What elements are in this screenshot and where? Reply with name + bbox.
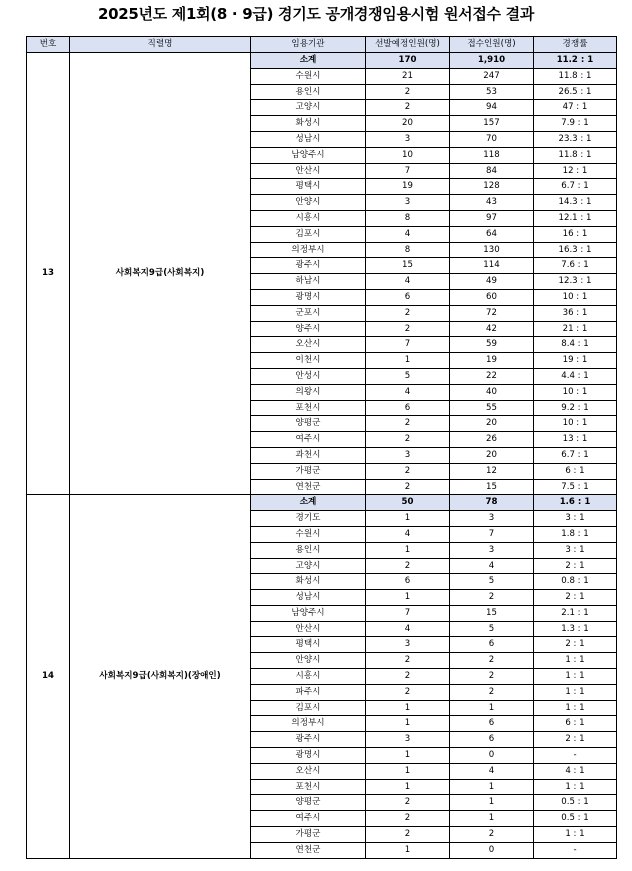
- agency-cell: 수원시: [251, 68, 366, 84]
- ratio-cell: 2 : 1: [534, 637, 617, 653]
- applicants-cell: 26: [450, 432, 534, 448]
- ratio-cell: 26.5 : 1: [534, 84, 617, 100]
- planned-cell: 3: [366, 732, 450, 748]
- group-number: 13: [27, 53, 70, 495]
- planned-cell: 20: [366, 116, 450, 132]
- planned-cell: 7: [366, 163, 450, 179]
- planned-cell: 3: [366, 131, 450, 147]
- applicants-cell: 40: [450, 384, 534, 400]
- ratio-cell: 2 : 1: [534, 558, 617, 574]
- planned-cell: 3: [366, 637, 450, 653]
- ratio-cell: 12 : 1: [534, 163, 617, 179]
- ratio-cell: 36 : 1: [534, 305, 617, 321]
- planned-cell: 2: [366, 100, 450, 116]
- ratio-cell: 6.7 : 1: [534, 179, 617, 195]
- header-ratio: 경쟁률: [534, 37, 617, 53]
- applicants-cell: 70: [450, 131, 534, 147]
- planned-cell: 4: [366, 226, 450, 242]
- planned-cell: 1: [366, 779, 450, 795]
- agency-cell: 수원시: [251, 526, 366, 542]
- agency-cell: 안양시: [251, 195, 366, 211]
- applicants-cell: 2: [450, 827, 534, 843]
- planned-cell: 21: [366, 68, 450, 84]
- applicants-cell: 3: [450, 511, 534, 527]
- ratio-cell: 9.2 : 1: [534, 400, 617, 416]
- ratio-cell: 0.8 : 1: [534, 574, 617, 590]
- ratio-cell: 16 : 1: [534, 226, 617, 242]
- planned-cell: 2: [366, 811, 450, 827]
- ratio-cell: 14.3 : 1: [534, 195, 617, 211]
- ratio-cell: 21 : 1: [534, 321, 617, 337]
- planned-cell: 2: [366, 827, 450, 843]
- agency-cell: 과천시: [251, 447, 366, 463]
- planned-cell: 2: [366, 795, 450, 811]
- agency-cell: 소계: [251, 53, 366, 69]
- applicants-cell: 2: [450, 684, 534, 700]
- ratio-cell: 0.5 : 1: [534, 811, 617, 827]
- planned-cell: 7: [366, 337, 450, 353]
- agency-cell: 양주시: [251, 321, 366, 337]
- ratio-cell: 2 : 1: [534, 590, 617, 606]
- agency-cell: 양평군: [251, 795, 366, 811]
- group-number: 14: [27, 495, 70, 858]
- applicants-cell: 6: [450, 637, 534, 653]
- agency-cell: 하남시: [251, 274, 366, 290]
- agency-cell: 광주시: [251, 732, 366, 748]
- applicants-cell: 5: [450, 621, 534, 637]
- agency-cell: 김포시: [251, 700, 366, 716]
- applicants-cell: 78: [450, 495, 534, 511]
- ratio-cell: 11.8 : 1: [534, 147, 617, 163]
- planned-cell: 19: [366, 179, 450, 195]
- applicants-cell: 118: [450, 147, 534, 163]
- ratio-cell: 2.1 : 1: [534, 605, 617, 621]
- planned-cell: 4: [366, 621, 450, 637]
- planned-cell: 2: [366, 432, 450, 448]
- ratio-cell: 7.6 : 1: [534, 258, 617, 274]
- ratio-cell: 23.3 : 1: [534, 131, 617, 147]
- page-title: 2025년도 제1회(8 · 9급) 경기도 공개경쟁임용시험 원서접수 결과: [97, 5, 535, 23]
- planned-cell: 5: [366, 368, 450, 384]
- agency-cell: 안양시: [251, 653, 366, 669]
- agency-cell: 이천시: [251, 353, 366, 369]
- planned-cell: 10: [366, 147, 450, 163]
- ratio-cell: 47 : 1: [534, 100, 617, 116]
- agency-cell: 고양시: [251, 558, 366, 574]
- ratio-cell: 3 : 1: [534, 542, 617, 558]
- ratio-cell: 1 : 1: [534, 779, 617, 795]
- planned-cell: 50: [366, 495, 450, 511]
- ratio-cell: 1 : 1: [534, 653, 617, 669]
- agency-cell: 용인시: [251, 542, 366, 558]
- ratio-cell: 6.7 : 1: [534, 447, 617, 463]
- applicants-cell: 20: [450, 447, 534, 463]
- planned-cell: 3: [366, 447, 450, 463]
- ratio-cell: 1 : 1: [534, 827, 617, 843]
- applicants-cell: 4: [450, 558, 534, 574]
- applicants-cell: 53: [450, 84, 534, 100]
- ratio-cell: 1 : 1: [534, 700, 617, 716]
- agency-cell: 오산시: [251, 763, 366, 779]
- agency-cell: 평택시: [251, 637, 366, 653]
- agency-cell: 양평군: [251, 416, 366, 432]
- agency-cell: 안성시: [251, 368, 366, 384]
- agency-cell: 안산시: [251, 621, 366, 637]
- applicants-cell: 59: [450, 337, 534, 353]
- ratio-cell: 19 : 1: [534, 353, 617, 369]
- agency-cell: 남양주시: [251, 147, 366, 163]
- agency-cell: 오산시: [251, 337, 366, 353]
- applicants-cell: 4: [450, 763, 534, 779]
- ratio-cell: 7.9 : 1: [534, 116, 617, 132]
- ratio-cell: 6 : 1: [534, 716, 617, 732]
- header-series: 직렬명: [70, 37, 251, 53]
- planned-cell: 2: [366, 684, 450, 700]
- applicants-cell: 49: [450, 274, 534, 290]
- ratio-cell: 10 : 1: [534, 416, 617, 432]
- planned-cell: 4: [366, 384, 450, 400]
- table-header-row: [27, 37, 617, 53]
- planned-cell: 1: [366, 716, 450, 732]
- agency-cell: 광명시: [251, 289, 366, 305]
- planned-cell: 1: [366, 511, 450, 527]
- agency-cell: 파주시: [251, 684, 366, 700]
- planned-cell: 2: [366, 558, 450, 574]
- planned-cell: 3: [366, 195, 450, 211]
- header-agency: 임용기관: [251, 37, 366, 53]
- ratio-cell: 1 : 1: [534, 684, 617, 700]
- planned-cell: 2: [366, 653, 450, 669]
- planned-cell: 1: [366, 700, 450, 716]
- applicants-cell: 2: [450, 590, 534, 606]
- planned-cell: 1: [366, 353, 450, 369]
- applicants-cell: 1: [450, 811, 534, 827]
- applicants-cell: 128: [450, 179, 534, 195]
- applicants-cell: 43: [450, 195, 534, 211]
- agency-cell: 포천시: [251, 400, 366, 416]
- ratio-cell: 11.2 : 1: [534, 53, 617, 69]
- ratio-cell: 6 : 1: [534, 463, 617, 479]
- planned-cell: 7: [366, 605, 450, 621]
- applicants-cell: 1: [450, 779, 534, 795]
- applicants-cell: 5: [450, 574, 534, 590]
- planned-cell: 4: [366, 274, 450, 290]
- agency-cell: 시흥시: [251, 210, 366, 226]
- subtotal-row: [27, 53, 617, 69]
- ratio-cell: 1.8 : 1: [534, 526, 617, 542]
- applicants-cell: 6: [450, 716, 534, 732]
- agency-cell: 가평군: [251, 463, 366, 479]
- planned-cell: 8: [366, 210, 450, 226]
- agency-cell: 포천시: [251, 779, 366, 795]
- agency-cell: 의왕시: [251, 384, 366, 400]
- agency-cell: 시흥시: [251, 669, 366, 685]
- ratio-cell: 12.1 : 1: [534, 210, 617, 226]
- agency-cell: 소계: [251, 495, 366, 511]
- agency-cell: 김포시: [251, 226, 366, 242]
- agency-cell: 평택시: [251, 179, 366, 195]
- ratio-cell: 16.3 : 1: [534, 242, 617, 258]
- agency-cell: 의정부시: [251, 716, 366, 732]
- ratio-cell: 10 : 1: [534, 289, 617, 305]
- agency-cell: 화성시: [251, 574, 366, 590]
- planned-cell: 2: [366, 669, 450, 685]
- ratio-cell: 2 : 1: [534, 732, 617, 748]
- ratio-cell: 4.4 : 1: [534, 368, 617, 384]
- ratio-cell: 3 : 1: [534, 511, 617, 527]
- agency-cell: 고양시: [251, 100, 366, 116]
- planned-cell: 8: [366, 242, 450, 258]
- agency-cell: 연천군: [251, 842, 366, 858]
- planned-cell: 6: [366, 400, 450, 416]
- agency-cell: 군포시: [251, 305, 366, 321]
- applicants-cell: 15: [450, 479, 534, 495]
- planned-cell: 2: [366, 479, 450, 495]
- agency-cell: 가평군: [251, 827, 366, 843]
- planned-cell: 170: [366, 53, 450, 69]
- applicants-cell: 97: [450, 210, 534, 226]
- applicants-cell: 247: [450, 68, 534, 84]
- applicants-cell: 55: [450, 400, 534, 416]
- planned-cell: 6: [366, 289, 450, 305]
- agency-cell: 경기도: [251, 511, 366, 527]
- header-applicants: 접수인원(명): [450, 37, 534, 53]
- agency-cell: 광명시: [251, 748, 366, 764]
- applicants-cell: 15: [450, 605, 534, 621]
- ratio-cell: 1 : 1: [534, 669, 617, 685]
- planned-cell: 2: [366, 305, 450, 321]
- planned-cell: 1: [366, 542, 450, 558]
- planned-cell: 1: [366, 590, 450, 606]
- planned-cell: 1: [366, 763, 450, 779]
- ratio-cell: 1.6 : 1: [534, 495, 617, 511]
- applicants-cell: 6: [450, 732, 534, 748]
- applicants-cell: 114: [450, 258, 534, 274]
- applicants-cell: 1,910: [450, 53, 534, 69]
- applicants-cell: 0: [450, 842, 534, 858]
- agency-cell: 여주시: [251, 432, 366, 448]
- applicants-cell: 2: [450, 653, 534, 669]
- agency-cell: 용인시: [251, 84, 366, 100]
- ratio-cell: -: [534, 842, 617, 858]
- results-table: [26, 36, 617, 859]
- agency-cell: 의정부시: [251, 242, 366, 258]
- applicants-cell: 64: [450, 226, 534, 242]
- ratio-cell: 8.4 : 1: [534, 337, 617, 353]
- applicants-cell: 84: [450, 163, 534, 179]
- applicants-cell: 94: [450, 100, 534, 116]
- applicants-cell: 12: [450, 463, 534, 479]
- planned-cell: 4: [366, 526, 450, 542]
- applicants-cell: 157: [450, 116, 534, 132]
- agency-cell: 성남시: [251, 590, 366, 606]
- agency-cell: 여주시: [251, 811, 366, 827]
- ratio-cell: 10 : 1: [534, 384, 617, 400]
- agency-cell: 성남시: [251, 131, 366, 147]
- applicants-cell: 3: [450, 542, 534, 558]
- header-planned: 선발예정인원(명): [366, 37, 450, 53]
- planned-cell: 2: [366, 463, 450, 479]
- agency-cell: 연천군: [251, 479, 366, 495]
- table-body: [27, 53, 617, 859]
- agency-cell: 화성시: [251, 116, 366, 132]
- ratio-cell: 7.5 : 1: [534, 479, 617, 495]
- applicants-cell: 2: [450, 669, 534, 685]
- ratio-cell: 11.8 : 1: [534, 68, 617, 84]
- ratio-cell: -: [534, 748, 617, 764]
- planned-cell: 2: [366, 84, 450, 100]
- ratio-cell: 0.5 : 1: [534, 795, 617, 811]
- applicants-cell: 42: [450, 321, 534, 337]
- subtotal-row: [27, 495, 617, 511]
- planned-cell: 1: [366, 842, 450, 858]
- agency-cell: 안산시: [251, 163, 366, 179]
- planned-cell: 15: [366, 258, 450, 274]
- applicants-cell: 20: [450, 416, 534, 432]
- applicants-cell: 19: [450, 353, 534, 369]
- planned-cell: 1: [366, 748, 450, 764]
- applicants-cell: 22: [450, 368, 534, 384]
- applicants-cell: 1: [450, 700, 534, 716]
- applicants-cell: 130: [450, 242, 534, 258]
- ratio-cell: 1.3 : 1: [534, 621, 617, 637]
- planned-cell: 2: [366, 321, 450, 337]
- planned-cell: 6: [366, 574, 450, 590]
- agency-cell: 남양주시: [251, 605, 366, 621]
- agency-cell: 광주시: [251, 258, 366, 274]
- applicants-cell: 60: [450, 289, 534, 305]
- applicants-cell: 1: [450, 795, 534, 811]
- ratio-cell: 13 : 1: [534, 432, 617, 448]
- ratio-cell: 12.3 : 1: [534, 274, 617, 290]
- planned-cell: 2: [366, 416, 450, 432]
- ratio-cell: 4 : 1: [534, 763, 617, 779]
- applicants-cell: 72: [450, 305, 534, 321]
- header-number: 번호: [27, 37, 70, 53]
- applicants-cell: 7: [450, 526, 534, 542]
- applicants-cell: 0: [450, 748, 534, 764]
- group-series: 사회복지9급(사회복지): [70, 53, 251, 495]
- group-series: 사회복지9급(사회복지)(장애인): [70, 495, 251, 858]
